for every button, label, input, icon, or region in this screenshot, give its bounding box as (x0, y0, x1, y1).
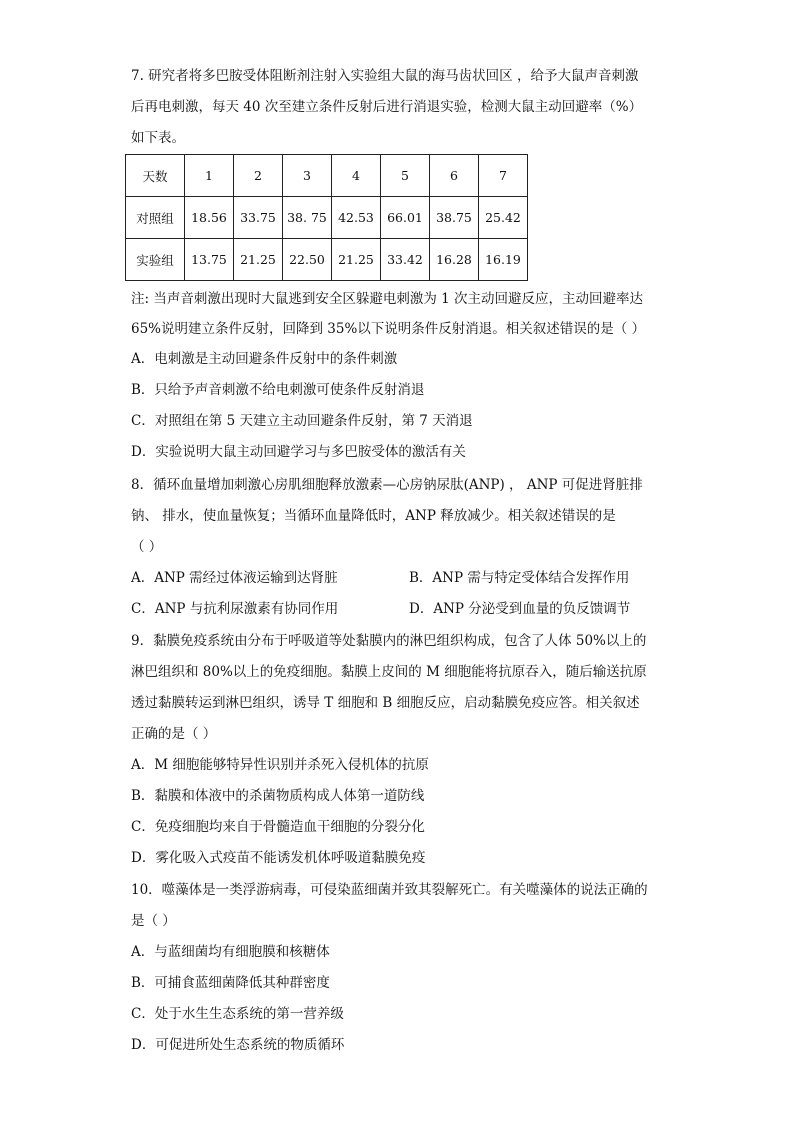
q7-stem-line-2: 后再电刺激，每天 40 次至建立条件反射后进行消退实验，检测大鼠主动回避率（%） (131, 99, 643, 115)
q8-option-b: B．ANP 需与特定受体结合发挥作用 (409, 570, 630, 586)
table-cell: 21.25 (234, 239, 283, 281)
q9-stem-line-3: 透过黏膜转运到淋巴组织，诱导 T 细胞和 B 细胞反应，启动黏膜免疫应答。相关叙述 (131, 695, 640, 711)
table-cell: 42.53 (332, 197, 381, 239)
table-cell: 33.42 (381, 239, 430, 281)
q9-option-a: A．M 细胞能够特异性识别并杀死入侵机体的抗原 (131, 757, 429, 773)
q10-stem-line-1: 10．噬藻体是一类浮游病毒，可侵染蓝细菌并致其裂解死亡。有关噬藻体的说法正确的 (131, 882, 648, 898)
q7-stem-line-1: 7. 研究者将多巴胺受体阻断剂注射入实验组大鼠的海马齿状回区 ，给予大鼠声音刺激 (131, 68, 639, 84)
q9-stem-line-2: 淋巴组织和 80%以上的免疫细胞。黏膜上皮间的 M 细胞能将抗原吞入，随后输送抗原 (131, 664, 647, 680)
table-cell: 天数 (126, 155, 185, 197)
table-cell: 16.19 (479, 239, 528, 281)
q10-option-b: B．可捕食蓝细菌降低其种群密度 (131, 975, 330, 991)
q7-note-line-2: 65%说明建立条件反射，回降到 35%以下说明条件反射消退。相关叙述错误的是（ ） (131, 321, 646, 337)
q7-stem-line-3: 如下表。 (131, 130, 185, 146)
table-cell: 2 (234, 155, 283, 197)
table-cell: 38. 75 (283, 197, 332, 239)
q9-stem-line-1: 9．黏膜免疫系统由分布于呼吸道等处黏膜内的淋巴组织构成，包含了人体 50%以上的 (131, 633, 647, 649)
table-cell: 21.25 (332, 239, 381, 281)
q10-option-c: C．处于水生生态系统的第一营养级 (131, 1006, 344, 1022)
q8-option-d: D．ANP 分泌受到血量的负反馈调节 (409, 601, 631, 617)
table-cell: 1 (185, 155, 234, 197)
q7-note-line-1: 注: 当声音刺激出现时大鼠逃到安全区躲避电刺激为 1 次主动回避反应，主动回避率达 (131, 291, 644, 307)
q8-stem-line-3: （ ） (131, 539, 163, 555)
q9-option-c: C．免疫细胞均来自于骨髓造血干细胞的分裂分化 (131, 819, 425, 835)
q10-option-a: A．与蓝细菌均有细胞膜和核糖体 (131, 944, 330, 960)
q8-stem-line-2: 钠、 排水，使血量恢复；当循环血量降低时，ANP 释放减少。相关叙述错误的是 (131, 508, 616, 524)
table-cell: 25.42 (479, 197, 528, 239)
table-cell: 66.01 (381, 197, 430, 239)
table-cell: 16.28 (430, 239, 479, 281)
table-row (126, 239, 528, 281)
q10-option-d: D．可促进所处生态系统的物质循环 (131, 1037, 345, 1053)
table-cell: 38.75 (430, 197, 479, 239)
table-cell: 7 (479, 155, 528, 197)
table-cell: 对照组 (126, 197, 185, 239)
q8-stem-line-1: 8．循环血量增加刺激心房肌细胞释放激素—心房钠尿肽(ANP) ， ANP 可促进肾脏排 (131, 477, 643, 493)
q9-option-d: D．雾化吸入式疫苗不能诱发机体呼吸道黏膜免疫 (131, 850, 426, 866)
table-cell: 3 (283, 155, 332, 197)
table-cell: 实验组 (126, 239, 185, 281)
table-cell: 13.75 (185, 239, 234, 281)
q7-option-d: D．实验说明大鼠主动回避学习与多巴胺受体的激活有关 (131, 444, 466, 460)
q7-data-table (125, 154, 528, 281)
q8-option-a: A．ANP 需经过体液运输到达肾脏 (131, 570, 338, 586)
table-cell: 5 (381, 155, 430, 197)
table-header-row (126, 155, 528, 197)
table-cell: 6 (430, 155, 479, 197)
q9-stem-line-4: 正确的是（ ） (131, 726, 217, 742)
q7-option-b: B．只给予声音刺激不给电刺激可使条件反射消退 (131, 382, 425, 398)
table-cell: 22.50 (283, 239, 332, 281)
q10-stem-line-2: 是（ ） (131, 913, 176, 929)
table-row (126, 197, 528, 239)
q7-option-a: A．电刺激是主动回避条件反射中的条件刺激 (131, 351, 398, 367)
table-cell: 4 (332, 155, 381, 197)
table-cell: 33.75 (234, 197, 283, 239)
table-cell: 18.56 (185, 197, 234, 239)
q7-option-c: C．对照组在第 5 天建立主动回避条件反射，第 7 天消退 (131, 413, 473, 429)
q8-option-c: C．ANP 与抗利尿激素有协同作用 (131, 601, 339, 617)
q9-option-b: B．黏膜和体液中的杀菌物质构成人体第一道防线 (131, 788, 425, 804)
